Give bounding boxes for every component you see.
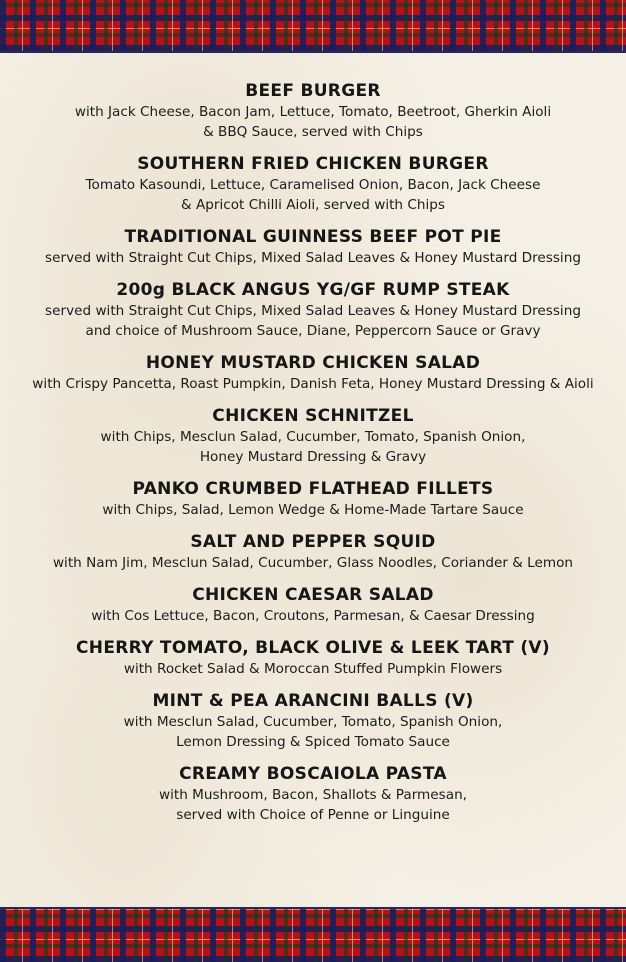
menu-item-description: with Chips, Salad, Lemon Wedge & Home-Made Tartare Sauce xyxy=(102,502,524,518)
menu-item-description: with Mushroom, Bacon, Shallots & Parmesan, served with Choice of Penne or Linguine xyxy=(158,787,468,823)
menu-item-title: CHICKEN CAESAR SALAD xyxy=(192,585,434,605)
menu-item xyxy=(0,763,626,825)
menu-item-description: with Mesclun Salad, Cucumber, Tomato, Spanish Onion, Lemon Dressing & Spiced Tomato Sauce xyxy=(123,714,503,750)
menu-item-title: SOUTHERN FRIED CHICKEN BURGER xyxy=(137,154,489,174)
tartan-border-bottom xyxy=(0,907,626,962)
menu-item xyxy=(0,153,626,215)
menu-item-title: PANKO CRUMBED FLATHEAD FILLETS xyxy=(132,479,494,499)
menu-item-title: CHICKEN SCHNITZEL xyxy=(212,406,414,426)
menu-item-description: with Crispy Pancetta, Roast Pumpkin, Danish Feta, Honey Mustard Dressing & Aioli xyxy=(32,376,594,392)
tartan-border-top xyxy=(0,0,626,53)
menu-item-title: CHERRY TOMATO, BLACK OLIVE & LEEK TART (V) xyxy=(76,638,550,658)
menu-item xyxy=(0,80,626,142)
menu-list xyxy=(0,80,626,836)
menu-item-description: with Jack Cheese, Bacon Jam, Lettuce, Tomato, Beetroot, Gherkin Aioli & BBQ Sauce, served with Chips xyxy=(74,104,552,140)
menu-item-title: MINT & PEA ARANCINI BALLS (V) xyxy=(152,691,474,711)
menu-item xyxy=(0,279,626,341)
menu-item-title: BEEF BURGER xyxy=(245,81,381,101)
menu-item xyxy=(0,405,626,467)
menu-item-title: HONEY MUSTARD CHICKEN SALAD xyxy=(145,353,481,373)
menu-item xyxy=(0,226,626,268)
menu-item-title: 200g BLACK ANGUS YG/GF RUMP STEAK xyxy=(116,280,510,300)
menu-item-title: CREAMY BOSCAIOLA PASTA xyxy=(179,764,447,784)
menu-item xyxy=(0,584,626,626)
menu-item-description: Tomato Kasoundi, Lettuce, Caramelised Onion, Bacon, Jack Cheese & Apricot Chilli Aioli, served with Chips xyxy=(85,177,541,213)
menu-item xyxy=(0,690,626,752)
menu-item-title: SALT AND PEPPER SQUID xyxy=(190,532,436,552)
menu-item-description: with Nam Jim, Mesclun Salad, Cucumber, Glass Noodles, Coriander & Lemon xyxy=(52,555,574,571)
menu-item-description: served with Straight Cut Chips, Mixed Salad Leaves & Honey Mustard Dressing xyxy=(45,250,581,266)
menu-item-description: with Chips, Mesclun Salad, Cucumber, Tomato, Spanish Onion, Honey Mustard Dressing & Gravy xyxy=(100,429,526,465)
menu-item-description: with Rocket Salad & Moroccan Stuffed Pumpkin Flowers xyxy=(123,661,503,677)
menu-item xyxy=(0,637,626,679)
menu-item xyxy=(0,531,626,573)
menu-item xyxy=(0,478,626,520)
menu-item xyxy=(0,352,626,394)
menu-item-title: TRADITIONAL GUINNESS BEEF POT PIE xyxy=(124,227,502,247)
menu-item-description: served with Straight Cut Chips, Mixed Salad Leaves & Honey Mustard Dressing and choice of Mushroom Sauce, Diane, Peppercorn Sauce or Gravy xyxy=(45,303,581,339)
menu-item-description: with Cos Lettuce, Bacon, Croutons, Parmesan, & Caesar Dressing xyxy=(91,608,535,624)
